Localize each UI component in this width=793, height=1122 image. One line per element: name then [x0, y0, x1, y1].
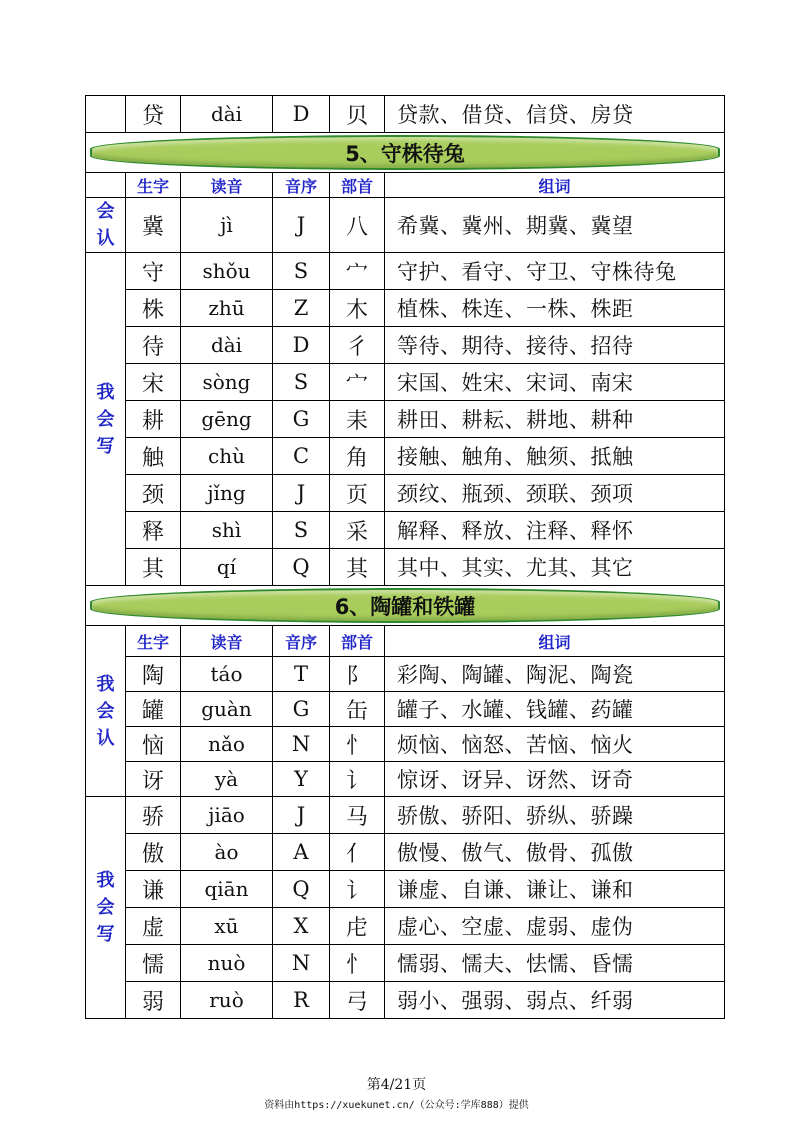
pinyin: táo [181, 657, 273, 692]
word-list: 惊讶、讶异、讶然、讶奇 [385, 762, 725, 797]
character: 耕 [126, 401, 181, 438]
group-label-char: 我 [96, 673, 115, 695]
word-list: 接触、触角、触须、抵触 [385, 438, 725, 475]
character-row [86, 945, 725, 982]
character-row [86, 657, 725, 692]
pinyin-initial: D [273, 327, 330, 364]
lesson-title: 6、陶罐和铁罐 [334, 594, 476, 619]
group-label-empty [86, 173, 126, 198]
character: 颈 [126, 475, 181, 512]
pinyin: jǐng [181, 475, 273, 512]
lesson-banner-cell [86, 133, 725, 173]
group-label-char: 认 [96, 727, 115, 749]
column-header-char: 生字 [126, 173, 181, 198]
pinyin-initial: C [273, 438, 330, 475]
character-row [86, 834, 725, 871]
lesson-banner-cell [86, 586, 725, 626]
character-row [86, 549, 725, 586]
pinyin: yà [181, 762, 273, 797]
radical: 讠 [330, 871, 385, 908]
character: 其 [126, 549, 181, 586]
pinyin-initial: Q [273, 549, 330, 586]
radical: 亻 [330, 834, 385, 871]
page-number: 第4/21页 [366, 1077, 427, 1093]
column-header-pinyin: 读音 [181, 173, 273, 198]
character-row [86, 762, 725, 797]
character-row [86, 512, 725, 549]
character: 株 [126, 290, 181, 327]
character: 守 [126, 253, 181, 290]
radical: 八 [330, 198, 385, 253]
character-row [86, 797, 725, 834]
pinyin-initial: N [273, 727, 330, 762]
pinyin: xū [181, 908, 273, 945]
pinyin: qiān [181, 871, 273, 908]
word-list: 彩陶、陶罐、陶泥、陶瓷 [385, 657, 725, 692]
word-list: 解释、释放、注释、释怀 [385, 512, 725, 549]
pinyin-initial: J [273, 475, 330, 512]
character: 讶 [126, 762, 181, 797]
pinyin-initial: J [273, 198, 330, 253]
character: 罐 [126, 692, 181, 727]
radical: 贝 [330, 96, 385, 133]
source-note: 资料由https://xuekunet.cn/（公众号:学库888）提供 [264, 1100, 529, 1111]
word-list: 骄傲、骄阳、骄纵、骄躁 [385, 797, 725, 834]
column-header-order: 音序 [273, 173, 330, 198]
character-row [86, 692, 725, 727]
character: 虚 [126, 908, 181, 945]
radical: 忄 [330, 727, 385, 762]
radical: 宀 [330, 253, 385, 290]
pinyin-initial: X [273, 908, 330, 945]
group-label-char: 写 [96, 924, 115, 945]
group-label [86, 253, 126, 586]
group-label-char: 会 [96, 201, 115, 222]
pinyin: qí [181, 549, 273, 586]
radical: 彳 [330, 327, 385, 364]
group-label-empty [86, 96, 126, 133]
word-list: 傲慢、傲气、傲骨、孤傲 [385, 834, 725, 871]
pinyin: ào [181, 834, 273, 871]
character: 谦 [126, 871, 181, 908]
character: 待 [126, 327, 181, 364]
column-header-words: 组词 [385, 626, 725, 657]
lesson-6-banner-row [86, 586, 725, 626]
word-list: 宋国、姓宋、宋词、南宋 [385, 364, 725, 401]
column-header-radical: 部首 [330, 626, 385, 657]
character: 恼 [126, 727, 181, 762]
group-label-char: 我 [96, 870, 115, 891]
word-list: 守护、看守、守卫、守株待兔 [385, 253, 725, 290]
pinyin-initial: S [273, 253, 330, 290]
radical: 木 [330, 290, 385, 327]
character-row [86, 290, 725, 327]
character-row [86, 475, 725, 512]
radical: 阝 [330, 657, 385, 692]
pinyin-initial: Q [273, 871, 330, 908]
word-list: 懦弱、懦夫、怯懦、昏懦 [385, 945, 725, 982]
character: 释 [126, 512, 181, 549]
radical: 缶 [330, 692, 385, 727]
pinyin-initial: A [273, 834, 330, 871]
character: 冀 [126, 198, 181, 253]
pinyin-initial: S [273, 512, 330, 549]
pinyin-initial: Z [273, 290, 330, 327]
character: 骄 [126, 797, 181, 834]
lesson-title: 5、守株待兔 [345, 141, 465, 166]
character-row [86, 871, 725, 908]
character: 懦 [126, 945, 181, 982]
radical: 采 [330, 512, 385, 549]
character: 触 [126, 438, 181, 475]
pinyin: sòng [181, 364, 273, 401]
group-label-char: 我 [96, 381, 115, 403]
word-list: 谦虚、自谦、谦让、谦和 [385, 871, 725, 908]
group-label-char: 写 [96, 435, 115, 457]
character-row [86, 364, 725, 401]
character-row [86, 253, 725, 290]
pinyin: shǒu [181, 253, 273, 290]
word-list: 贷款、借贷、信贷、房贷 [385, 96, 725, 133]
pinyin-initial: D [273, 96, 330, 133]
column-header-pinyin: 读音 [181, 626, 273, 657]
word-list: 弱小、强弱、弱点、纤弱 [385, 982, 725, 1019]
word-list: 颈纹、瓶颈、颈联、颈项 [385, 475, 725, 512]
radical: 耒 [330, 401, 385, 438]
character: 傲 [126, 834, 181, 871]
character-row [86, 401, 725, 438]
pinyin-initial: N [273, 945, 330, 982]
column-header-row [86, 626, 725, 657]
word-list: 罐子、水罐、钱罐、药罐 [385, 692, 725, 727]
word-list: 希冀、冀州、期冀、冀望 [385, 198, 725, 253]
column-header-words: 组词 [385, 173, 725, 198]
pinyin: jiāo [181, 797, 273, 834]
character: 宋 [126, 364, 181, 401]
pinyin: dài [181, 96, 273, 133]
pinyin-initial: S [273, 364, 330, 401]
column-header-row [86, 173, 725, 198]
word-list: 等待、期待、接待、招待 [385, 327, 725, 364]
pinyin-initial: J [273, 797, 330, 834]
pinyin: guàn [181, 692, 273, 727]
character-row [86, 982, 725, 1019]
lesson-5-banner-row [86, 133, 725, 173]
pinyin-initial: Y [273, 762, 330, 797]
radical: 讠 [330, 762, 385, 797]
group-label [86, 797, 126, 1019]
column-header-radical: 部首 [330, 173, 385, 198]
group-label-char: 会 [96, 897, 115, 918]
radical: 忄 [330, 945, 385, 982]
character: 陶 [126, 657, 181, 692]
radical: 弓 [330, 982, 385, 1019]
pinyin-initial: T [273, 657, 330, 692]
character-row [86, 438, 725, 475]
column-header-char: 生字 [126, 626, 181, 657]
word-list: 植株、株连、一株、株距 [385, 290, 725, 327]
pinyin-initial: G [273, 401, 330, 438]
word-list: 其中、其实、尤其、其它 [385, 549, 725, 586]
pinyin: dài [181, 327, 273, 364]
pinyin: gēng [181, 401, 273, 438]
character: 贷 [126, 96, 181, 133]
character-row [86, 198, 725, 253]
radical: 马 [330, 797, 385, 834]
radical: 页 [330, 475, 385, 512]
pinyin: shì [181, 512, 273, 549]
radical: 宀 [330, 364, 385, 401]
pinyin-initial: R [273, 982, 330, 1019]
group-label-char: 会 [96, 408, 115, 430]
character-row [86, 327, 725, 364]
vocabulary-table [85, 95, 725, 1019]
pinyin: jì [181, 198, 273, 253]
pinyin: ruò [181, 982, 273, 1019]
pinyin: nuò [181, 945, 273, 982]
character-row [86, 727, 725, 762]
pinyin-initial: G [273, 692, 330, 727]
pinyin: zhū [181, 290, 273, 327]
group-label [86, 198, 126, 253]
word-list: 耕田、耕耘、耕地、耕种 [385, 401, 725, 438]
group-label-char: 会 [96, 700, 115, 722]
pinyin: chù [181, 438, 273, 475]
pinyin: nǎo [181, 727, 273, 762]
character: 弱 [126, 982, 181, 1019]
radical: 虍 [330, 908, 385, 945]
radical: 角 [330, 438, 385, 475]
word-list: 烦恼、恼怒、苦恼、恼火 [385, 727, 725, 762]
word-list: 虚心、空虚、虚弱、虚伪 [385, 908, 725, 945]
character-row [86, 96, 725, 133]
radical: 其 [330, 549, 385, 586]
group-label-char: 认 [96, 228, 115, 249]
group-label [86, 626, 126, 797]
lesson-banner [90, 588, 720, 623]
character-row [86, 908, 725, 945]
column-header-order: 音序 [273, 626, 330, 657]
lesson-banner [90, 135, 720, 170]
